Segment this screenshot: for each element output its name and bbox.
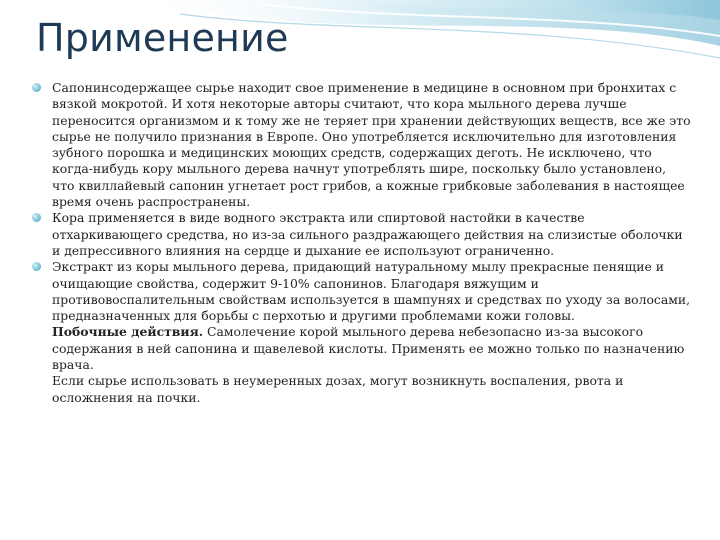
list-item: [32, 80, 692, 210]
slide-content: [32, 80, 692, 406]
side-effects-text: Самолечение корой мыльного дерева небезопасно из-за высокого содержания в ней сапонина и щавелевой кислоты. Применять ее можно только по назначению врача.: [52, 324, 685, 373]
bullet-icon: [32, 213, 41, 222]
bullet-text: Сапонинсодержащее сырье находит свое применение в медицине в основном при бронхитах с вязкой мокротой. И хотя некоторые авторы считают, что кора мыльного дерева лучше переносится организмом и к тому же не теряет при хранении действующих веществ, все же это сырье не получило признания в Европе. Оно употребляется исключительно для изготовления зубного порошка и медицинских моющих средств, содержащих деготь. Не исключено, что когда-нибудь кору мыльного дерева начнут употреблять шире, поскольку было установлено, что квиллайевый сапонин угнетает рост грибов, а кожные грибковые заболевания в настоящее время очень распространены.: [52, 80, 691, 210]
bullet-text: Кора применяется в виде водного экстракта или спиртовой настойки в качестве отхаркивающего средства, но из-за сильного раздражающего действия на слизистые оболочки и депрессивного влияния на сердце и дыхание ее используют ограниченно.: [52, 210, 683, 258]
bullet-text: Экстракт из коры мыльного дерева, придающий натуральному мылу прекрасные пенящие и очищающие свойства, содержит 9-10% сапонинов. Благодаря вяжущим и противовоспалительным свойствам используется в шампунях и средствах по уходу за волосами, предназначенных для борьбы с перхотью и другими проблемами кожи головы.: [52, 259, 691, 324]
overdose-text: Если сырье использовать в неумеренных дозах, могут возникнуть воспаления, рвота и осложнения на почки.: [52, 373, 624, 405]
list-item: [32, 210, 692, 259]
bullet-icon: [32, 83, 41, 92]
side-effects-paragraph: [32, 324, 692, 373]
slide-title: Применение: [36, 16, 289, 60]
bullet-icon: [32, 262, 41, 271]
side-effects-heading: Побочные действия.: [52, 324, 204, 340]
overdose-paragraph: [32, 373, 692, 406]
list-item: [32, 259, 692, 324]
